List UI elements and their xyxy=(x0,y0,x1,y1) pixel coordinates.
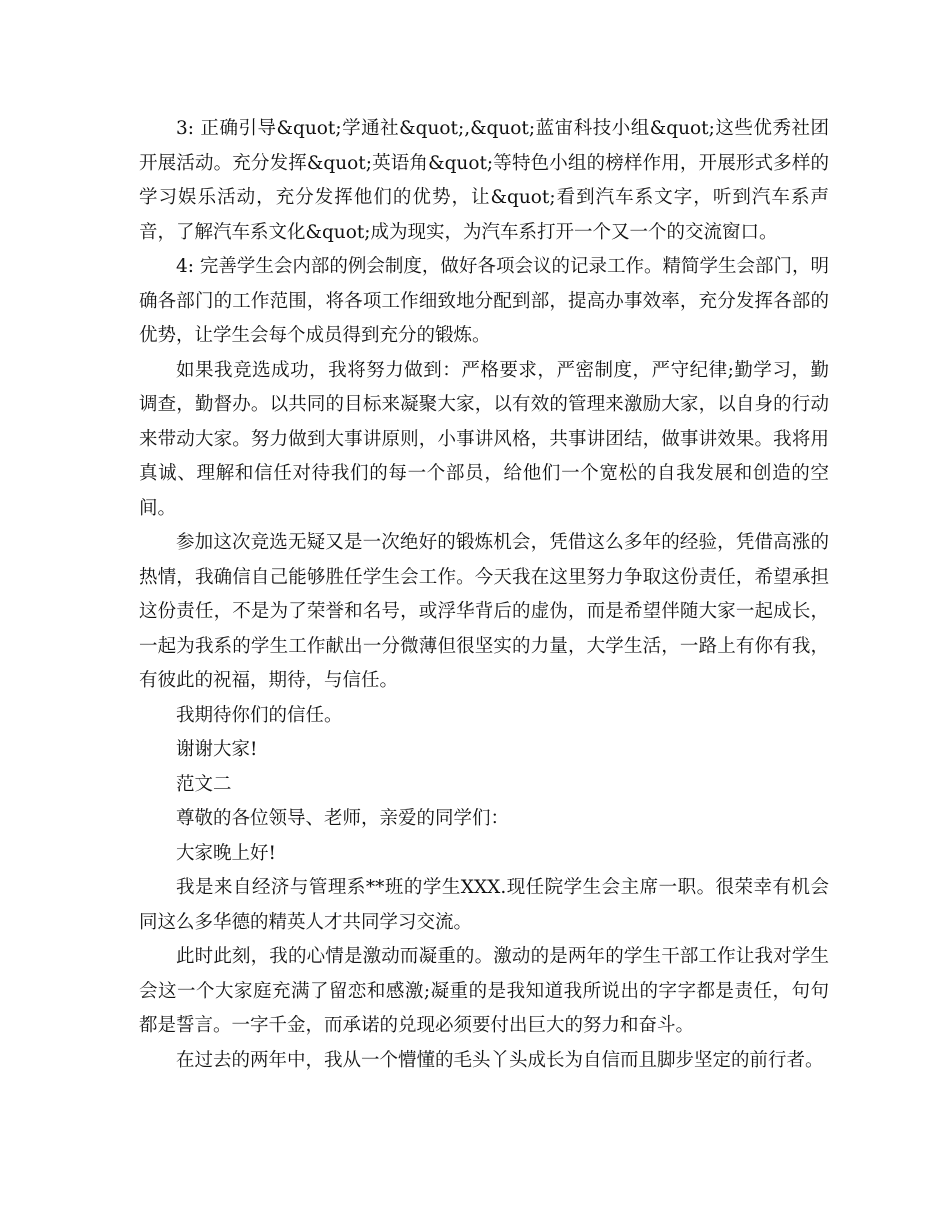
paragraph-self-intro: 我是来自经济与管理系**班的学生XXX.现任院学生会主席一职。很荣幸有机会同这么多华德的精英人才共同学习交流。 xyxy=(139,877,829,933)
paragraph-past-two-years: 在过去的两年中，我从一个懵懂的毛头丫头成长为自信而且脚步坚定的前行者。 xyxy=(176,1049,824,1071)
paragraph-opportunity: 参加这次竞选无疑又是一次绝好的锻炼机会，凭借这么多年的经验，凭借高涨的热情，我确信自己能够胜任学生会工作。今天我在这里努力争取这份责任，希望承担这份责任，不是为了荣誉和名号，或浮华背后的虚伪，而是希望伴随大家一起成长，一起为我系的学生工作献出一分微薄但很坚实的力量，大学生活，一路上有你有我，有彼此的祝福，期待，与信任。 xyxy=(139,532,829,691)
paragraph-greeting: 大家晚上好! xyxy=(176,842,276,864)
paragraph-salutation: 尊敬的各位领导、老师，亲爱的同学们： xyxy=(176,808,510,829)
paragraph-commitment: 如果我竞选成功，我将努力做到：严格要求，严密制度，严守纪律;勤学习，勤调查，勤督办。以共同的目标来凝聚大家，以有效的管理来激励大家，以自身的行动来带动大家。努力做到大事讲原则，小事讲风格，共事讲团结，做事讲效果。我将用真诚、理解和信任对待我们的每一个部员，给他们一个宽松的自我发展和创造的空间。 xyxy=(139,359,829,519)
section-heading-sample-two: 范文二 xyxy=(176,773,232,795)
paragraph-expect-trust: 我期待你们的信任。 xyxy=(176,704,343,726)
paragraph-item-3: 3: 正确引导&quot;学通社&quot;,&quot;蓝宙科技小组&quot;这些优秀社团开展活动。充分发挥&quot;英语角&quot;等特色小组的榜样作用，开展形式多样的学习娱乐活动，充分发挥他们的优势，让&quot;看到汽车系文字，听到汽车系声音，了解汽车系文化&quot;成为现实，为汽车系打开一个又一个的交流窗口。 xyxy=(139,118,829,243)
document-body xyxy=(139,112,829,1078)
paragraph-thanks: 谢谢大家! xyxy=(176,739,258,760)
paragraph-feelings: 此时此刻，我的心情是激动而凝重的。激动的是两年的学生干部工作让我对学生会这一个大家庭充满了留恋和感激;凝重的是我知道我所说出的字字都是责任，句句都是誓言。一字千金，而承诺的兑现必须要付出巨大的努力和奋斗。 xyxy=(139,946,829,1036)
paragraph-item-4: 4: 完善学生会内部的例会制度，做好各项会议的记录工作。精简学生会部门，明确各部门的工作范围，将各项工作细致地分配到部，提高办事效率，充分发挥各部的优势，让学生会每个成员得到充分的锻炼。 xyxy=(139,256,829,346)
